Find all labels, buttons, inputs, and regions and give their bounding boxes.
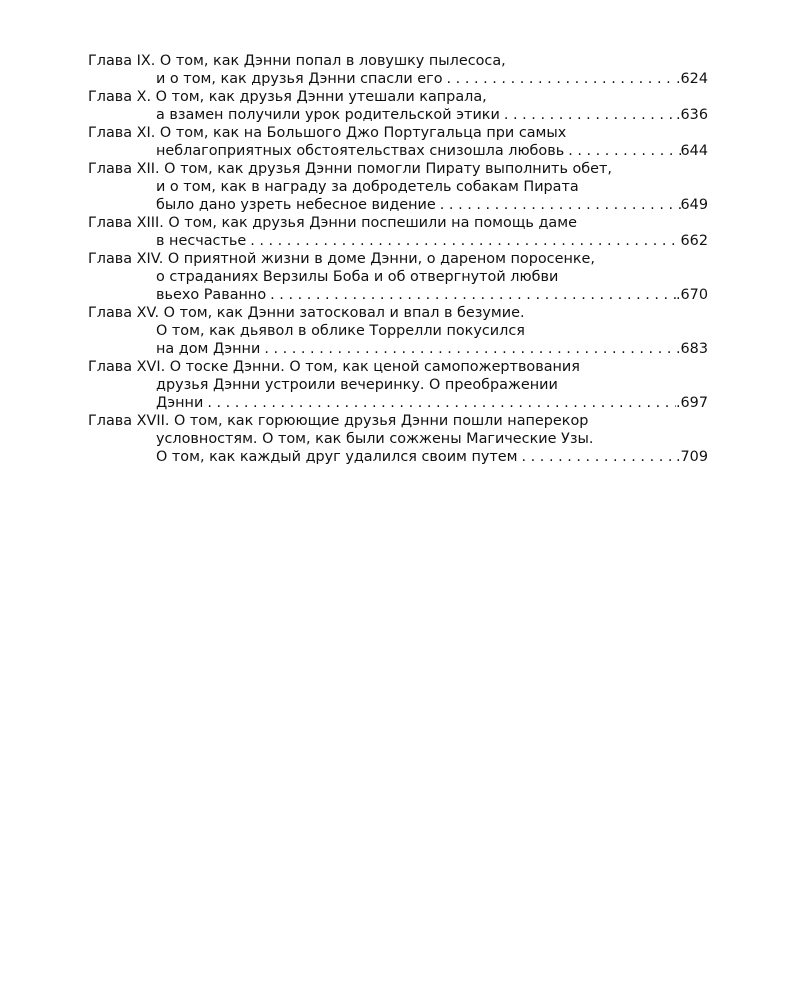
- table-of-contents: [88, 52, 708, 466]
- toc-entry-line: Глава XIV. О приятной жизни в доме Дэнни, о дареном поросенке,: [88, 251, 595, 267]
- page-number: 649: [680, 197, 708, 213]
- toc-entry-last-line: [88, 232, 708, 250]
- toc-entry-line: Глава X. О том, как друзья Дэнни утешали капрала,: [88, 89, 487, 105]
- toc-entry-last-line: [88, 286, 708, 304]
- dot-leader: [443, 70, 676, 88]
- page-number: .624: [675, 71, 708, 87]
- dot-leader: [436, 196, 681, 214]
- toc-entry-chapter-17[interactable]: [88, 412, 708, 466]
- dot-leader: [500, 106, 676, 124]
- toc-entry-line: друзья Дэнни устроили вечеринку. О преображении: [156, 377, 558, 393]
- toc-entry-chapter-12[interactable]: [88, 160, 708, 214]
- page-number: .697: [675, 395, 708, 411]
- page-number: 662: [680, 233, 708, 249]
- toc-entry-chapter-9[interactable]: [88, 52, 708, 88]
- toc-entry-last-line: [88, 142, 708, 160]
- dot-leader: [564, 142, 680, 160]
- toc-entry-last-line: [88, 106, 708, 124]
- dot-leader: [246, 232, 680, 250]
- toc-entry-line: а взамен получили урок родительской этики: [156, 107, 500, 123]
- toc-entry-line: Глава XV. О том, как Дэнни затосковал и впал в безумие.: [88, 305, 525, 321]
- toc-entry-line: Глава IX. О том, как Дэнни попал в ловушку пылесоса,: [88, 53, 506, 69]
- page-number: .709: [675, 449, 708, 465]
- toc-entry-line: на дом Дэнни: [156, 341, 261, 357]
- toc-entry-chapter-11[interactable]: [88, 124, 708, 160]
- toc-entry-line: Глава XVI. О тоске Дэнни. О том, как ценой самопожертвования: [88, 359, 580, 375]
- toc-entry-last-line: [88, 70, 708, 88]
- toc-entry-line: было дано узреть небесное видение: [156, 197, 436, 213]
- toc-entry-last-line: [88, 394, 708, 412]
- toc-entry-chapter-14[interactable]: [88, 250, 708, 304]
- toc-entry-line: условностям. О том, как были сожжены Магические Узы.: [156, 431, 594, 447]
- toc-entry-last-line: [88, 448, 708, 466]
- toc-entry-line: о страданиях Верзилы Боба и об отвергнутой любви: [156, 269, 559, 285]
- toc-entry-line: Глава XI. О том, как на Большого Джо Португальца при самых: [88, 125, 567, 141]
- toc-entry-chapter-15[interactable]: [88, 304, 708, 358]
- toc-entry-line: Дэнни: [156, 395, 204, 411]
- toc-entry-line: Глава XVII. О том, как горюющие друзья Дэнни пошли наперекор: [88, 413, 589, 429]
- page-number: .636: [675, 107, 708, 123]
- dot-leader: [266, 286, 676, 304]
- dot-leader: [518, 448, 676, 466]
- toc-entry-line: и о том, как в награду за добродетель собакам Пирата: [156, 179, 579, 195]
- toc-entry-line: и о том, как друзья Дэнни спасли его: [156, 71, 443, 87]
- dot-leader: [203, 394, 676, 412]
- page-number: 683: [680, 341, 708, 357]
- toc-entry-last-line: [88, 196, 708, 214]
- toc-entry-last-line: [88, 340, 708, 358]
- toc-entry-chapter-16[interactable]: [88, 358, 708, 412]
- toc-entry-chapter-13[interactable]: [88, 214, 708, 250]
- page-number: .670: [675, 287, 708, 303]
- dot-leader: [260, 340, 680, 358]
- toc-entry-chapter-10[interactable]: [88, 88, 708, 124]
- toc-entry-line: Глава XII. О том, как друзья Дэнни помогли Пирату выполнить обет,: [88, 161, 612, 177]
- toc-entry-line: вьехо Раванно: [156, 287, 267, 303]
- toc-entry-line: неблагоприятных обстоятельствах снизошла любовь: [156, 143, 565, 159]
- toc-entry-line: О том, как дьявол в облике Торрелли покусился: [156, 323, 525, 339]
- toc-entry-line: О том, как каждый друг удалился своим путем: [156, 449, 518, 465]
- toc-entry-line: в несчастье: [156, 233, 247, 249]
- page-number: 644: [680, 143, 708, 159]
- toc-entry-line: Глава XIII. О том, как друзья Дэнни поспешили на помощь даме: [88, 215, 577, 231]
